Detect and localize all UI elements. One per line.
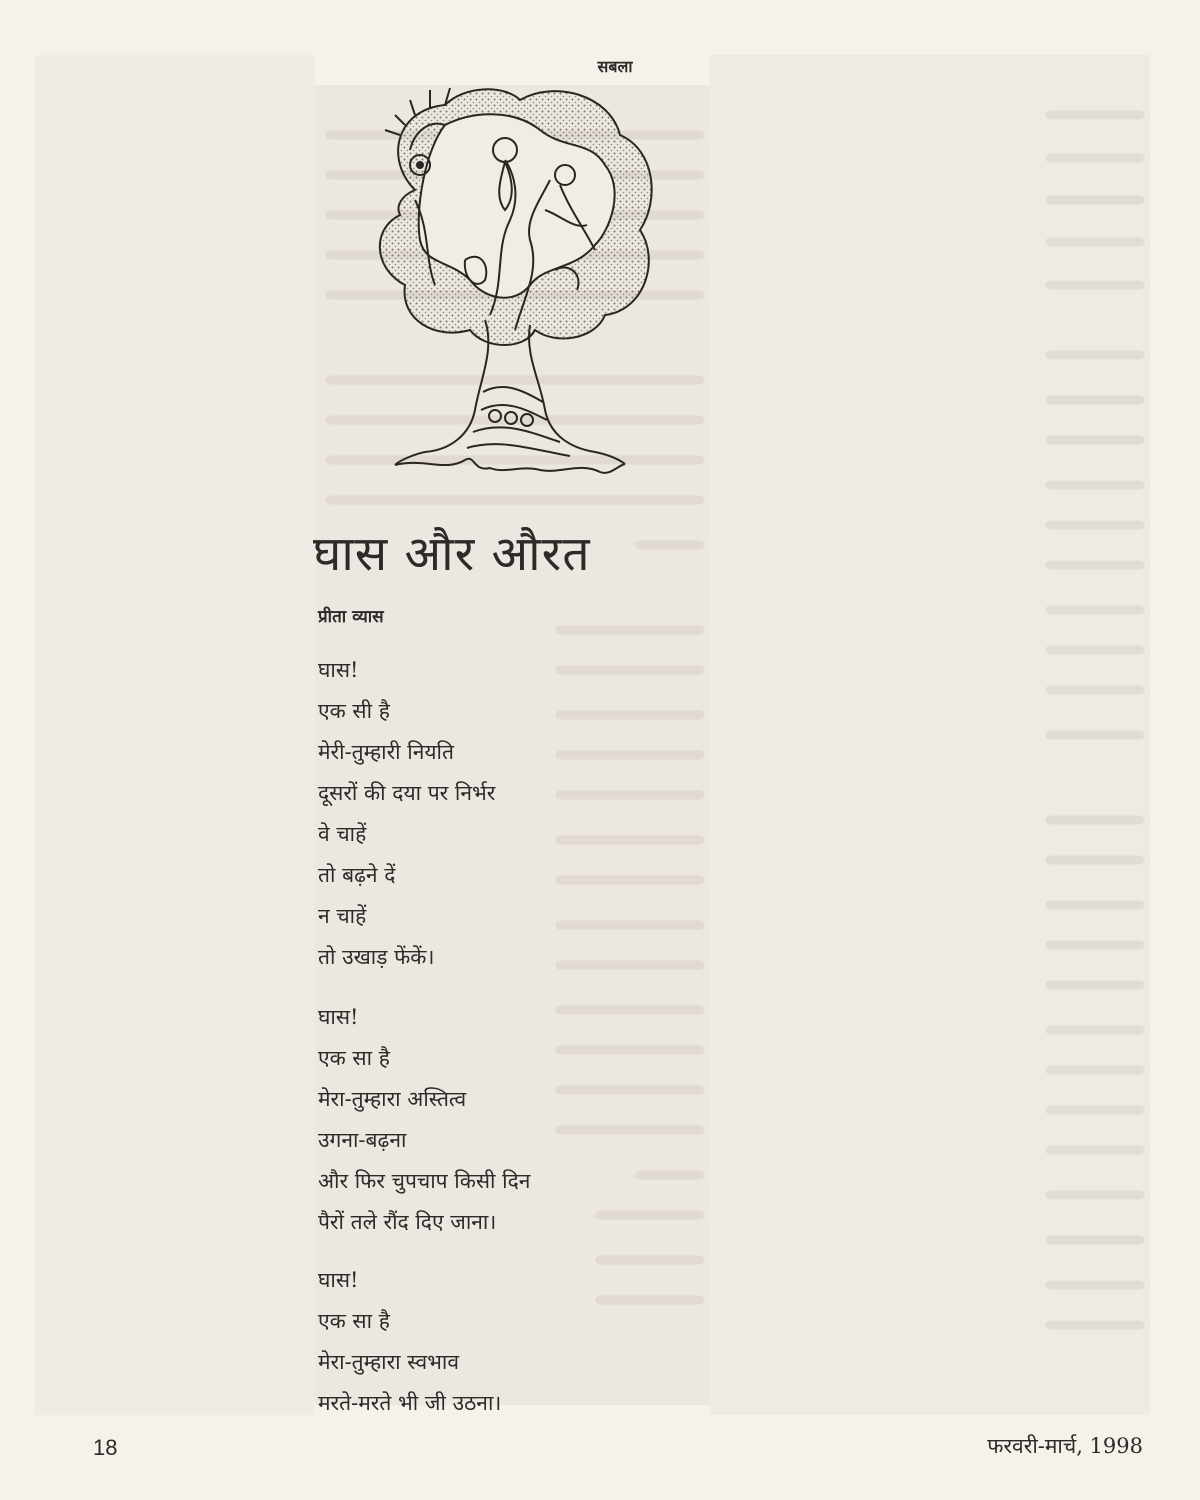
poem-stanza xyxy=(318,650,495,978)
verse-line: पैरों तले रौंद दिए जाना। xyxy=(318,1210,497,1234)
verse-line: न चाहें xyxy=(318,904,367,928)
verse-line: एक सा है xyxy=(318,1046,390,1070)
verse-line: घास! xyxy=(318,1005,359,1029)
poem-stanza xyxy=(318,997,530,1243)
section-header: सबला xyxy=(597,57,633,76)
verse-line: घास! xyxy=(318,1268,359,1292)
verse-line: मेरी-तुम्हारी नियति xyxy=(318,740,454,764)
verse-line: वे चाहें xyxy=(318,822,367,846)
author-name: प्रीता व्यास xyxy=(318,607,384,627)
verse-line: उगना-बढ़ना xyxy=(318,1128,407,1152)
verse-line: एक सा है xyxy=(318,1309,390,1333)
verse-line: दूसरों की दया पर निर्भर xyxy=(318,781,496,805)
verse-line: घास! xyxy=(318,658,359,682)
issue-date: फरवरी-मार्च, 1998 xyxy=(987,1434,1143,1458)
verse-line: मरते-मरते भी जी उठना। xyxy=(318,1391,502,1415)
verse-line: मेरा-तुम्हारा स्वभाव xyxy=(318,1350,460,1374)
verse-line: मेरा-तुम्हारा अस्तित्व xyxy=(318,1087,467,1111)
verse-line: तो उखाड़ फेंकें। xyxy=(318,945,435,969)
tree-woman-illustration xyxy=(355,80,665,500)
verse-line: और फिर चुपचाप किसी दिन xyxy=(318,1169,531,1193)
verse-line: तो बढ़ने दें xyxy=(318,863,396,887)
poem-stanza xyxy=(318,1260,501,1424)
verse-line: एक सी है xyxy=(318,699,390,723)
page-number: 18 xyxy=(93,1435,118,1460)
poem-title: घास और औरत xyxy=(313,526,591,582)
